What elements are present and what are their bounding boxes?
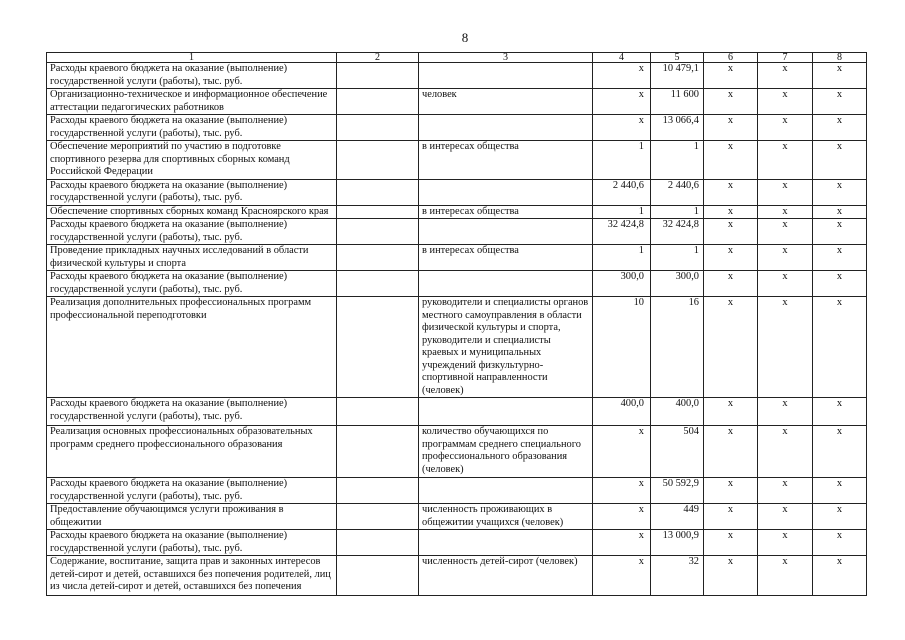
row-name-cell: Реализация дополнительных профессиональных программ профессиональной переподготовки bbox=[47, 297, 337, 398]
col6-value-cell: х bbox=[704, 556, 758, 596]
col7-value-cell: х bbox=[758, 556, 813, 596]
col7-value-cell: х bbox=[758, 205, 813, 219]
table-row bbox=[47, 556, 867, 596]
col2-cell bbox=[337, 271, 419, 297]
column-header: 3 bbox=[419, 53, 593, 63]
table-row bbox=[47, 297, 867, 398]
col4-value-cell: х bbox=[593, 115, 651, 141]
col2-cell bbox=[337, 63, 419, 89]
table-row bbox=[47, 89, 867, 115]
col8-value-cell: х bbox=[813, 398, 867, 426]
col6-value-cell: х bbox=[704, 504, 758, 530]
col8-value-cell: х bbox=[813, 141, 867, 180]
col2-cell bbox=[337, 556, 419, 596]
col5-value-cell: 1 bbox=[651, 205, 704, 219]
row-name-cell: Проведение прикладных научных исследований в области физической культуры и спорта bbox=[47, 245, 337, 271]
col5-value-cell: 16 bbox=[651, 297, 704, 398]
table-row bbox=[47, 141, 867, 180]
col2-cell bbox=[337, 478, 419, 504]
col4-value-cell: 32 424,8 bbox=[593, 219, 651, 245]
col2-cell bbox=[337, 115, 419, 141]
col4-value-cell: х bbox=[593, 89, 651, 115]
table-row bbox=[47, 245, 867, 271]
column-header: 7 bbox=[758, 53, 813, 63]
col6-value-cell: х bbox=[704, 297, 758, 398]
table-row bbox=[47, 271, 867, 297]
row-name-cell: Расходы краевого бюджета на оказание (выполнение) государственной услуги (работы), тыс. руб. bbox=[47, 115, 337, 141]
col6-value-cell: х bbox=[704, 179, 758, 205]
column-header: 1 bbox=[47, 53, 337, 63]
col4-value-cell: х bbox=[593, 504, 651, 530]
row-name-cell: Расходы краевого бюджета на оказание (выполнение) государственной услуги (работы), тыс. руб. bbox=[47, 271, 337, 297]
col2-cell bbox=[337, 179, 419, 205]
column-header: 4 bbox=[593, 53, 651, 63]
col5-value-cell: 504 bbox=[651, 426, 704, 478]
unit-cell: в интересах общества bbox=[419, 141, 593, 180]
col4-value-cell: 2 440,6 bbox=[593, 179, 651, 205]
unit-cell bbox=[419, 115, 593, 141]
table-body bbox=[47, 63, 867, 596]
row-name-cell: Обеспечение спортивных сборных команд Красноярского края bbox=[47, 205, 337, 219]
col5-value-cell: 13 000,9 bbox=[651, 530, 704, 556]
col5-value-cell: 11 600 bbox=[651, 89, 704, 115]
col5-value-cell: 449 bbox=[651, 504, 704, 530]
row-name-cell: Содержание, воспитание, защита прав и законных интересов детей-сирот и детей, оставшихся без попечения родителей, лиц из числа детей-сирот и детей, оставшихся без попечения bbox=[47, 556, 337, 596]
unit-cell: количество обучающихся по программам среднего специального профессионального образования (человек) bbox=[419, 426, 593, 478]
col5-value-cell: 50 592,9 bbox=[651, 478, 704, 504]
col2-cell bbox=[337, 219, 419, 245]
col6-value-cell: х bbox=[704, 115, 758, 141]
col6-value-cell: х bbox=[704, 89, 758, 115]
col4-value-cell: 1 bbox=[593, 245, 651, 271]
col4-value-cell: х bbox=[593, 530, 651, 556]
col7-value-cell: х bbox=[758, 115, 813, 141]
row-name-cell: Расходы краевого бюджета на оказание (выполнение) государственной услуги (работы), тыс. руб. bbox=[47, 530, 337, 556]
col2-cell bbox=[337, 205, 419, 219]
col5-value-cell: 13 066,4 bbox=[651, 115, 704, 141]
col2-cell bbox=[337, 530, 419, 556]
col8-value-cell: х bbox=[813, 556, 867, 596]
col5-value-cell: 2 440,6 bbox=[651, 179, 704, 205]
table-row bbox=[47, 478, 867, 504]
row-name-cell: Расходы краевого бюджета на оказание (выполнение) государственной услуги (работы), тыс. руб. bbox=[47, 478, 337, 504]
unit-cell bbox=[419, 478, 593, 504]
col7-value-cell: х bbox=[758, 219, 813, 245]
table-row bbox=[47, 219, 867, 245]
col5-value-cell: 32 424,8 bbox=[651, 219, 704, 245]
column-header: 8 bbox=[813, 53, 867, 63]
col5-value-cell: 1 bbox=[651, 141, 704, 180]
col8-value-cell: х bbox=[813, 219, 867, 245]
col4-value-cell: 1 bbox=[593, 141, 651, 180]
row-name-cell: Расходы краевого бюджета на оказание (выполнение) государственной услуги (работы), тыс. руб. bbox=[47, 63, 337, 89]
unit-cell bbox=[419, 179, 593, 205]
col2-cell bbox=[337, 89, 419, 115]
col2-cell bbox=[337, 245, 419, 271]
col4-value-cell: х bbox=[593, 556, 651, 596]
col8-value-cell: х bbox=[813, 504, 867, 530]
col4-value-cell: 10 bbox=[593, 297, 651, 398]
col4-value-cell: 300,0 bbox=[593, 271, 651, 297]
table-row bbox=[47, 115, 867, 141]
col7-value-cell: х bbox=[758, 271, 813, 297]
col6-value-cell: х bbox=[704, 530, 758, 556]
col8-value-cell: х bbox=[813, 115, 867, 141]
column-header: 5 bbox=[651, 53, 704, 63]
col4-value-cell: х bbox=[593, 426, 651, 478]
data-table bbox=[46, 52, 867, 596]
table-header-row bbox=[47, 53, 867, 63]
col7-value-cell: х bbox=[758, 478, 813, 504]
unit-cell: руководители и специалисты органов местного самоуправления в области физической культуры и спорта, руководители и специалисты краевых и муниципальных учреждений физкультурно-спортивной направленности (человек) bbox=[419, 297, 593, 398]
row-name-cell: Расходы краевого бюджета на оказание (выполнение) государственной услуги (работы), тыс. руб. bbox=[47, 179, 337, 205]
unit-cell: в интересах общества bbox=[419, 205, 593, 219]
row-name-cell: Обеспечение мероприятий по участию в подготовке спортивного резерва для спортивных сборных команд Российской Федерации bbox=[47, 141, 337, 180]
col7-value-cell: х bbox=[758, 63, 813, 89]
col7-value-cell: х bbox=[758, 504, 813, 530]
row-name-cell: Предоставление обучающимся услуги проживания в общежитии bbox=[47, 504, 337, 530]
table-row bbox=[47, 205, 867, 219]
col2-cell bbox=[337, 141, 419, 180]
col6-value-cell: х bbox=[704, 219, 758, 245]
col8-value-cell: х bbox=[813, 245, 867, 271]
col8-value-cell: х bbox=[813, 63, 867, 89]
col7-value-cell: х bbox=[758, 89, 813, 115]
col2-cell bbox=[337, 504, 419, 530]
col2-cell bbox=[337, 426, 419, 478]
col6-value-cell: х bbox=[704, 63, 758, 89]
col5-value-cell: 10 479,1 bbox=[651, 63, 704, 89]
unit-cell bbox=[419, 63, 593, 89]
col6-value-cell: х bbox=[704, 271, 758, 297]
unit-cell bbox=[419, 271, 593, 297]
col7-value-cell: х bbox=[758, 398, 813, 426]
col5-value-cell: 400,0 bbox=[651, 398, 704, 426]
col4-value-cell: 1 bbox=[593, 205, 651, 219]
col6-value-cell: х bbox=[704, 141, 758, 180]
col6-value-cell: х bbox=[704, 426, 758, 478]
unit-cell bbox=[419, 219, 593, 245]
table-row bbox=[47, 504, 867, 530]
unit-cell: численность проживающих в общежитии учащихся (человек) bbox=[419, 504, 593, 530]
unit-cell: в интересах общества bbox=[419, 245, 593, 271]
table-row bbox=[47, 426, 867, 478]
col8-value-cell: х bbox=[813, 179, 867, 205]
unit-cell: человек bbox=[419, 89, 593, 115]
col5-value-cell: 300,0 bbox=[651, 271, 704, 297]
col8-value-cell: х bbox=[813, 205, 867, 219]
col8-value-cell: х bbox=[813, 297, 867, 398]
row-name-cell: Расходы краевого бюджета на оказание (выполнение) государственной услуги (работы), тыс. руб. bbox=[47, 398, 337, 426]
unit-cell bbox=[419, 530, 593, 556]
col8-value-cell: х bbox=[813, 89, 867, 115]
col5-value-cell: 32 bbox=[651, 556, 704, 596]
table-row bbox=[47, 530, 867, 556]
col6-value-cell: х bbox=[704, 205, 758, 219]
col4-value-cell: х bbox=[593, 478, 651, 504]
column-header: 6 bbox=[704, 53, 758, 63]
col8-value-cell: х bbox=[813, 530, 867, 556]
unit-cell bbox=[419, 398, 593, 426]
col8-value-cell: х bbox=[813, 478, 867, 504]
row-name-cell: Реализация основных профессиональных образовательных программ среднего профессионального образования bbox=[47, 426, 337, 478]
col7-value-cell: х bbox=[758, 297, 813, 398]
table-row bbox=[47, 398, 867, 426]
row-name-cell: Расходы краевого бюджета на оказание (выполнение) государственной услуги (работы), тыс. руб. bbox=[47, 219, 337, 245]
row-name-cell: Организационно-техническое и информационное обеспечение аттестации педагогических работников bbox=[47, 89, 337, 115]
col6-value-cell: х bbox=[704, 398, 758, 426]
col7-value-cell: х bbox=[758, 530, 813, 556]
col7-value-cell: х bbox=[758, 141, 813, 180]
col7-value-cell: х bbox=[758, 426, 813, 478]
col2-cell bbox=[337, 297, 419, 398]
col7-value-cell: х bbox=[758, 245, 813, 271]
col6-value-cell: х bbox=[704, 478, 758, 504]
table-row bbox=[47, 63, 867, 89]
col4-value-cell: х bbox=[593, 63, 651, 89]
col5-value-cell: 1 bbox=[651, 245, 704, 271]
col8-value-cell: х bbox=[813, 426, 867, 478]
col2-cell bbox=[337, 398, 419, 426]
col7-value-cell: х bbox=[758, 179, 813, 205]
page-number: 8 bbox=[461, 30, 469, 45]
col6-value-cell: х bbox=[704, 245, 758, 271]
unit-cell: численность детей-сирот (человек) bbox=[419, 556, 593, 596]
table-row bbox=[47, 179, 867, 205]
col8-value-cell: х bbox=[813, 271, 867, 297]
col4-value-cell: 400,0 bbox=[593, 398, 651, 426]
column-header: 2 bbox=[337, 53, 419, 63]
